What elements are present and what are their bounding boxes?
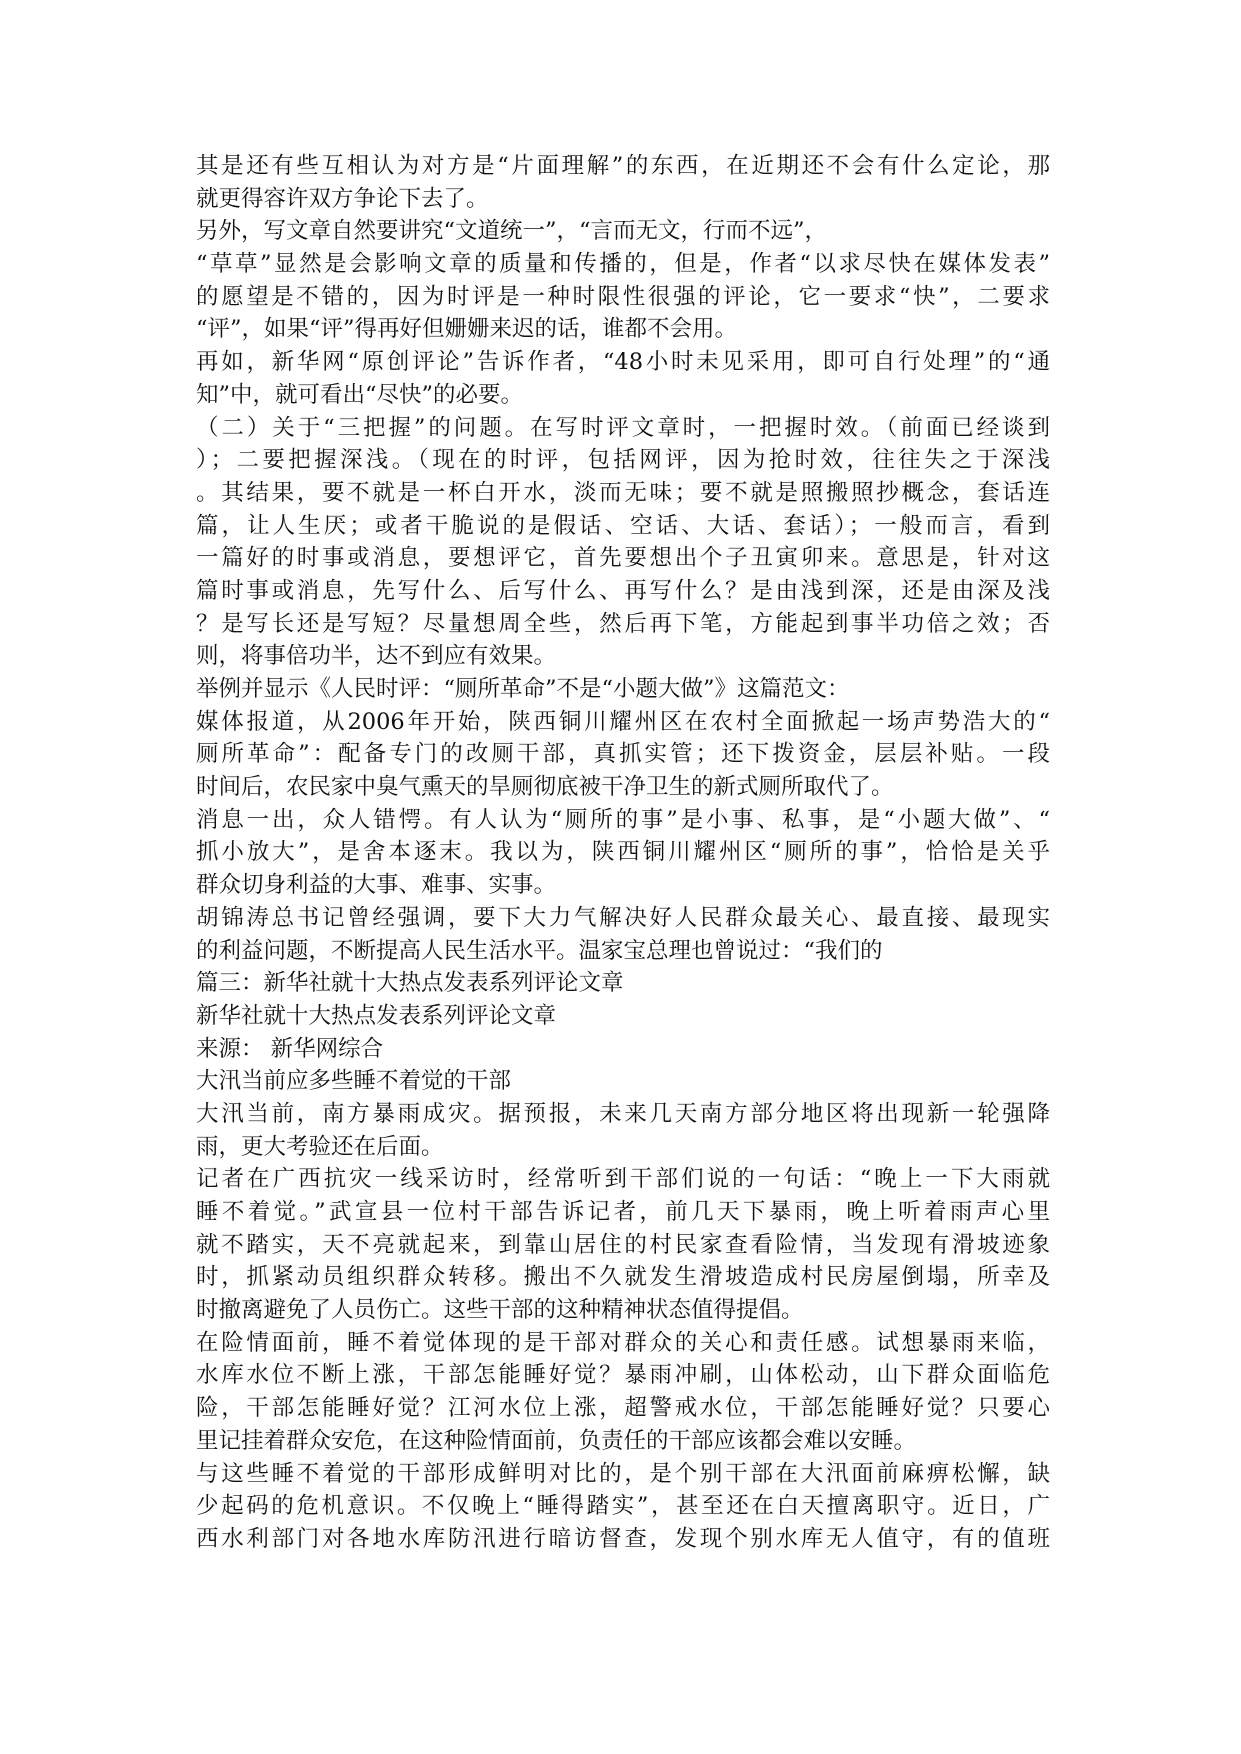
text-line: 消息一出，众人错愕。有人认为“厕所的事”是小事、私事，是“小题大做”、“ [196,806,1050,833]
text-line: “草草”显然是会影响文章的质量和传播的，但是，作者“以求尽快在媒体发表” [196,251,1050,278]
text-line: 再如，新华网“原创评论”告诉作者，“48小时未见采用，即可自行处理”的“通 [196,349,1050,376]
text-line: 睡不着觉。”武宣县一位村干部告诉记者，前几天下暴雨，晚上听着雨声心里 [196,1199,1050,1225]
text-line: 一篇好的时事或消息，要想评它，首先要想出个子丑寅卯来。意思是，针对这 [196,545,1050,572]
text-line: 水库水位不断上涨，干部怎能睡好觉？暴雨冲刷，山体松动，山下群众面临危 [196,1362,1050,1389]
text-line: 厕所革命”：配备专门的改厕干部，真抓实管；还下拨资金，层层补贴。一段 [196,741,1050,768]
text-line: 篇，让人生厌；或者干脆说的是假话、空话、大话、套话）；一般而言，看到 [196,512,1050,539]
article-title: 新华社就十大热点发表系列评论文章 [196,1002,557,1029]
article-subtitle: 大汛当前应多些睡不着觉的干部 [196,1068,512,1095]
text-line: 时，抓紧动员组织群众转移。搬出不久就发生滑坡造成村民房屋倒塌，所幸及 [196,1264,1050,1291]
text-line: 媒体报道，从2006年开始，陕西铜川耀州区在农村全面掀起一场声势浩大的“ [196,708,1050,735]
text-line: “评”，如果“评”得再好但姗姗来迟的话，谁都不会用。 [196,316,738,343]
text-line: 大汛当前，南方暴雨成灾。据预报，未来几天南方部分地区将出现新一轮强降 [196,1100,1050,1127]
text-line: 抓小放大”，是舍本逐末。我以为，陕西铜川耀州区“厕所的事”，恰恰是关乎 [196,839,1050,866]
text-line: 与这些睡不着觉的干部形成鲜明对比的，是个别干部在大汛面前麻痹松懈，缺 [196,1460,1050,1487]
document-page [196,150,1050,1556]
text-line: 时间后，农民家中臭气熏天的旱厕彻底被干净卫生的新式厕所取代了。 [196,774,894,801]
text-line: 时撤离避免了人员伤亡。这些干部的这种精神状态值得提倡。 [196,1297,804,1324]
text-line: 举例并显示《人民时评：“厕所革命”不是“小题大做”》这篇范文： [196,676,850,702]
text-line: 胡锦涛总书记曾经强调，要下大力气解决好人民群众最关心、最直接、最现实 [196,904,1050,931]
text-line: 少起码的危机意识。不仅晚上“睡得踏实”，甚至还在白天擅离职守。近日，广 [196,1493,1050,1520]
text-line: ？是写长还是写短？尽量想周全些，然后再下笔，方能起到事半功倍之效；否 [196,610,1050,637]
text-line: 就不踏实，天不亮就起来，到靠山居住的村民家查看险情，当发现有滑坡迹象 [196,1231,1050,1258]
text-line: （二）关于“三把握”的问题。在写时评文章时，一把握时效。（前面已经谈到 [196,414,1050,441]
text-line: 知”中，就可看出“尽快”的必要。 [196,381,524,408]
text-line: 就更得容许双方争论下去了。 [196,185,489,212]
text-line: 。其结果，要不就是一杯白开水，淡而无味；要不就是照搬照抄概念，套话连 [196,479,1050,506]
source-line: 来源： 新华网综合 [196,1035,384,1062]
text-line: 西水利部门对各地水库防汛进行暗访督查，发现个别水库无人值守，有的值班 [196,1525,1050,1552]
text-line: 另外，写文章自然要讲究“文道统一”，“言而无文，行而不远”， [196,218,828,245]
text-line: 在险情面前，睡不着觉体现的是干部对群众的关心和责任感。试想暴雨来临， [196,1329,1050,1356]
text-line: 群众切身利益的大事、难事、实事。 [196,872,557,899]
text-line: 则，将事倍功半，达不到应有效果。 [196,643,557,670]
text-line: 险，干部怎能睡好觉？江河水位上涨，超警戒水位，干部怎能睡好觉？只要心 [196,1395,1050,1422]
text-line: ）；二要把握深浅。（现在的时评，包括网评，因为抢时效，往往失之于深浅 [196,447,1050,474]
text-line: 篇时事或消息，先写什么、后写什么、再写什么？是由浅到深，还是由深及浅 [196,577,1050,604]
text-line: 里记挂着群众安危，在这种险情面前，负责任的干部应该都会难以安睡。 [196,1427,917,1454]
section-heading: 篇三：新华社就十大热点发表系列评论文章 [196,970,624,997]
text-line: 的利益问题，不断提高人民生活水平。温家宝总理也曾说过：“我们的 [196,937,883,964]
text-line: 的愿望是不错的，因为时评是一种时限性很强的评论，它一要求“快”，二要求 [196,283,1050,310]
text-line: 记者在广西抗灾一线采访时，经常听到干部们说的一句话：“晚上一下大雨就 [196,1166,1050,1193]
text-line: 雨，更大考验还在后面。 [196,1133,444,1160]
text-line: 其是还有些互相认为对方是“片面理解”的东西，在近期还不会有什么定论，那 [196,153,1050,179]
